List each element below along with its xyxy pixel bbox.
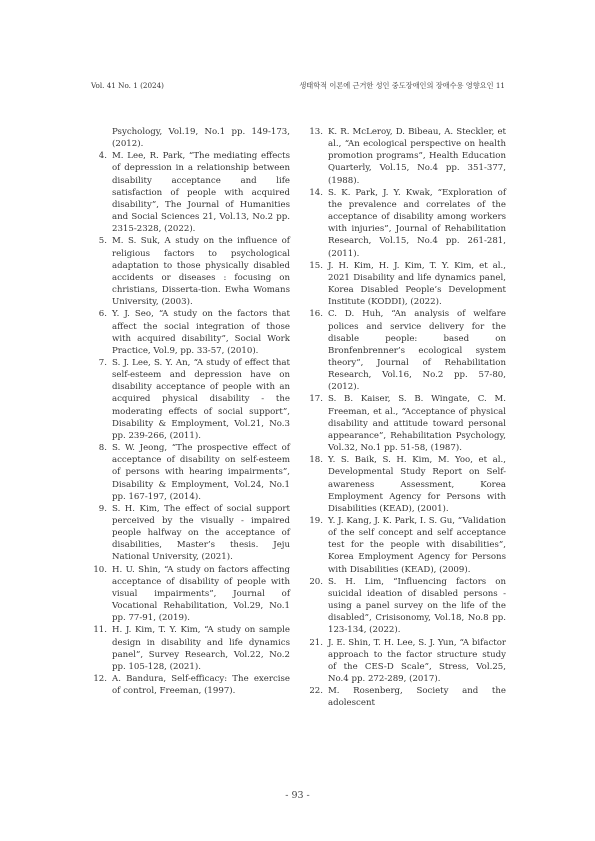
reference-item: 19. Y. J. Kang, J. K. Park, I. S. Gu, “Validation of the self concept and self acceptance test for the people with disabilities”, Korea Employment Agency for Persons with Disabilities (KEAD), (2009). (309, 516, 506, 575)
references-left-column (92, 126, 290, 697)
reference-item: 7. S. J. Lee, S. Y. An, “A study of effect that self-esteem and depression have on disability acceptance of people with an acquired physical disability - the moderating effects of social support”, Disability & Employment, Vol.21, No.3 pp. 239-266, (2011). (98, 357, 290, 441)
reference-item: 14. S. K. Park, J. Y. Kwak, “Exploration of the prevalence and correlates of the acceptance of disability among workers with injuries”, Journal of Rehabilitation Research, Vol.15, No.4 pp. 261-281, (2011). (309, 187, 506, 259)
reference-item: 4. M. Lee, R. Park, “The mediating effects of depression in a relationship between disability acceptance and life satisfaction of people with acquired disability”, The Journal of Humanities and Social Sciences 21, Vol.13, No.2 pp. 2315-2328, (2022). (98, 151, 290, 235)
reference-item: 6. Y. J. Seo, “A study on the factors that affect the social integration of those with acquired disability”, Social Work Practice, Vol.9, pp. 33-57, (2010). (98, 309, 290, 356)
reference-item: 13. K. R. McLeroy, D. Bibeau, A. Steckler, et al., “An ecological perspective on health promotion programs”, Health Education Quarterly, Vol.15, No.4 pp. 351-377, (1988). (309, 127, 506, 186)
reference-item: Psychology, Vol.19, No.1 pp. 149-173, (2012). (112, 127, 290, 150)
reference-item: 17. S. B. Kaiser, S. B. Wingate, C. M. Freeman, et al., “Acceptance of physical disability and attitude toward personal appearance”, Rehabilitation Psychology, Vol.32, No.1 pp. 51-58, (1987). (309, 394, 506, 454)
running-title: 생태학적 이론에 근거한 성인 중도장애인의 장애수용 영향요인 11 (299, 81, 505, 90)
reference-item: 15. J. H. Kim, H. J. Kim, T. Y. Kim, et al., 2021 Disability and life dynamics panel, Korea Disabled People’s Development Institute (KODDI), (2022). (309, 260, 506, 308)
reference-item: 10. H. U. Shin, “A study on factors affecting acceptance of disability of people with visual impairments”, Journal of Vocational Rehabilitation, Vol.29, No.1 pp. 77-91, (2019). (93, 564, 290, 624)
reference-item: 18. Y. S. Baik, S. H. Kim, M. Yoo, et al., Developmental Study Report on Self-awareness Assessment, Korea Employment Agency for Persons with Disabilities (KEAD), (2001). (309, 455, 506, 514)
reference-item: 16. C. D. Huh, “An analysis of welfare polices and service delivery for the disable people: based on Bronfenbrenner’s ecological system theory”, Journal of Rehabilitation Research, Vol.16, No.2 pp. 57-80, (2012). (309, 309, 506, 393)
reference-item: 5. M. S. Suk, A study on the influence of religious factors to psychological adaptation to those physically disabled accidents or diseases : focusing on christians, Disserta-tion. Ewha Womans University, (2003). (98, 236, 290, 308)
reference-item: 9. S. H. Kim, The effect of social support perceived by the visually - impaired people halfway on the acceptance of disabilities, Master’s thesis. Jeju National University, (2021). (98, 503, 290, 563)
reference-item: 12. A. Bandura, Self-efficacy: The exercise of control, Freeman, (1997). (93, 674, 290, 697)
reference-item: 21. J. E. Shin, T. H. Lee, S. J. Yun, “A bifactor approach to the factor structure study of the CES-D Scale”, Stress, Vol.25, No.4 pp. 272-289, (2017). (309, 637, 506, 685)
reference-item: 20. S. H. Lim, “Influencing factors on suicidal ideation of disabled persons - using a panel survey on the life of the disabled”, Crisisonomy, Vol.18, No.8 pp. 123-134, (2022). (309, 576, 506, 636)
reference-item: 11. H. J. Kim, T. Y. Kim, “A study on sample design in disability and life dynamics panel”, Survey Research, Vol.22, No.2 pp. 105-128, (2021). (93, 625, 290, 672)
running-header (91, 81, 505, 95)
reference-item: 22. M. Rosenberg, Society and the adolescent (309, 686, 506, 709)
page-number: - 93 - (285, 790, 310, 801)
journal-volume: Vol. 41 No. 1 (2024) (91, 81, 164, 90)
references-right-column (308, 126, 506, 710)
reference-item: 8. S. W. Jeong, “The prospective effect of acceptance of disability on self-esteem of persons with hearing impairments”, Disability & Employment, Vol.24, No.1 pp. 167-197, (2014). (98, 443, 290, 502)
